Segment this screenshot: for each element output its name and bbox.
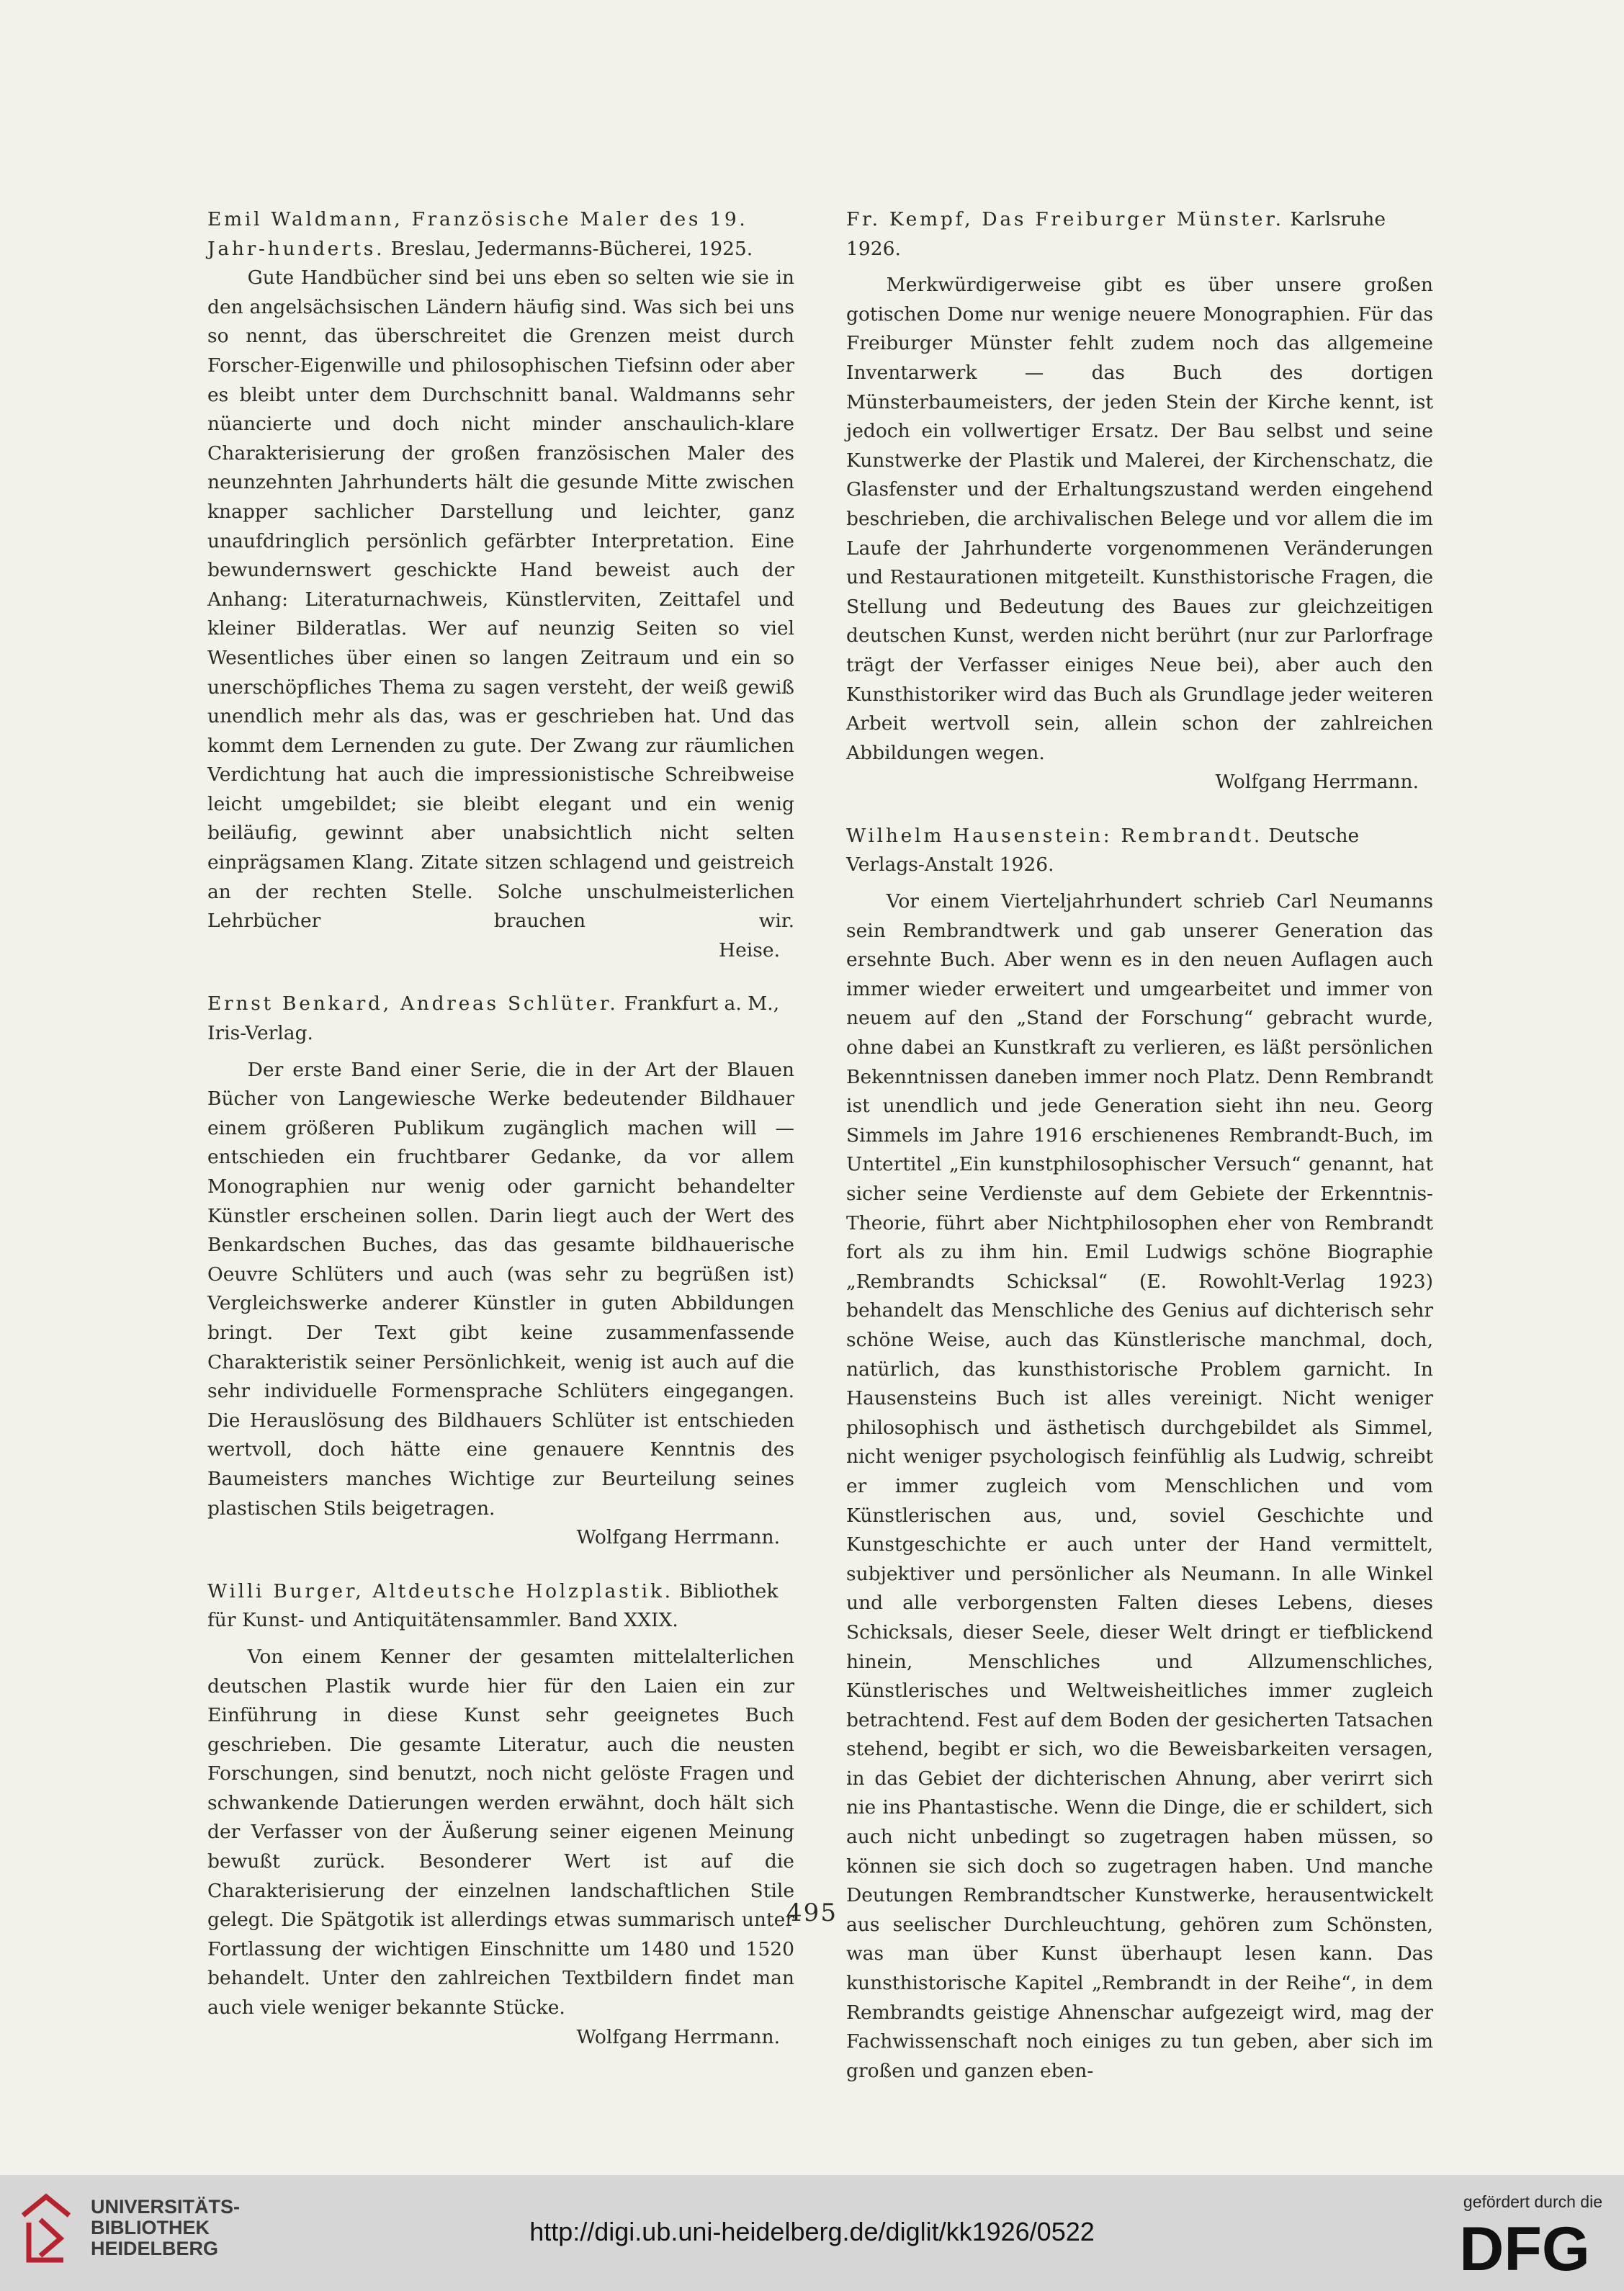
- review-text: Der erste Band einer Serie, die in der Art der Blauen Bücher von Langewiesche Werke bedeutender Bildhauer einem größeren Publikum zugänglich machen will — entschieden ein fruchtbarer Gedanke, da vor allem Monographien nur wenig oder garnicht behandelter Künstler erscheinen sollen. Darin liegt auch der Wert des Benkardschen Buches, das das gesamte bildhauerische Oeuvre Schlüters und auch (was sehr zu begrüßen ist) Vergleichswerke anderer Künstler in guten Abbildungen bringt. Der Text gibt keine zusammenfassende Charakteristik seiner Persönlichkeit, wenig ist auch auf die sehr individuelle Formensprache Schlüters eingegangen. Die Herauslösung des Bildhauers Schlüter ist entschieden wertvoll, doch hätte eine genauere Kenntnis des Baumeisters manches Wichtige zur Beurteilung seines plastischen Stils beigetragen.: [207, 1058, 794, 1520]
- review-signature: Wolfgang Herrmann.: [1215, 771, 1419, 794]
- dfg-logo-text: DFG: [1459, 2220, 1590, 2276]
- review-publication-info: Frankfurt a. M., Iris-Verlag.: [207, 992, 780, 1045]
- review-text: Von einem Kenner der gesamten mittelalterlichen deutschen Plastik wurde hier für den Laien ein zur Einführung in diese Kunst sehr geeignetes Buch geschrieben. Die gesamte Literatur, auch die neusten Forschungen, sind benutzt, noch nicht gelöste Fragen und schwankende Datierungen werden erwähnt, doch hält sich der Verfasser von der Äußerung seiner eigenen Meinung bewußt zurück. Besonderer Wert ist auf die Charakterisierung der einzelnen landschaftlichen Stile gelegt. Die Spätgotik ist allerdings etwas summarisch unter Fortlassung der wichtigen Einschnitte um 1480 und 1520 behandelt. Unter den zahlreichen Textbildern findet man auch viele weniger bekannte Stücke.: [207, 1645, 794, 2019]
- review-author-title: Fr. Kempf, Das Freiburger Münster.: [846, 208, 1284, 230]
- review-text: Merkwürdigerweise gibt es über unsere großen gotischen Dome nur wenige neuere Monographien. Für das Freiburger Münster fehlt zudem noch das allgemeine Inventarwerk — das Buch des dortigen Münsterbaumeisters, der jeden Stein der Kirche kennt, ist jedoch ein vollwertiger Ersatz. Der Bau selbst und seine Kunstwerke der Plastik und Malerei, der Kirchenschatz, die Glasfenster und der Erhaltungszustand werden eingehend beschrieben, die archivalischen Belege und vor allem die im Laufe der Jahrhunderte vorgenommenen Veränderungen und Restaurationen mitgeteilt. Kunsthistorische Fragen, die Stellung und Bedeutung des Baues zur gleichzeitigen deutschen Kunst, werden nicht berührt (nur zur Parlorfrage trägt der Verfasser einiges Neue bei), aber auch den Kunsthistoriker wird das Buch als Grundlage jeder weiteren Arbeit wertvoll sein, allein schon der zahlreichen Abbildungen wegen.: [846, 274, 1433, 764]
- review-publication-info: Deutsche Verlags-Anstalt 1926.: [846, 824, 1360, 877]
- funding-note: gefördert durch die: [1463, 2192, 1602, 2211]
- review-header: [846, 822, 1433, 880]
- review-header: [207, 990, 794, 1048]
- review-header: [846, 205, 1433, 264]
- review-header: [207, 1577, 794, 1636]
- library-name[interactable]: UNIVERSITÄTS- BIBLIOTHEK HEIDELBERG: [91, 2196, 241, 2259]
- review-author-title: Emil Waldmann, Französische Maler des 19. Jahr-hunderts.: [207, 208, 748, 260]
- review-signature: Wolfgang Herrmann.: [576, 2025, 780, 2048]
- review-author-title: Wilhelm Hausenstein: Rembrandt.: [846, 824, 1262, 847]
- review-signature: Heise.: [719, 938, 780, 961]
- review-author-title: Willi Burger, Altdeutsche Holzplastik.: [207, 1579, 673, 1602]
- review-text: Gute Handbücher sind bei uns eben so selten wie sie in den angelsächsischen Ländern häufig sind. Was sich bei uns so nennt, das überschreitet die Grenzen meist durch Forscher-Eigenwille und philosophischen Tiefsinn oder aber es bleibt unter dem Durchschnitt banal. Waldmanns sehr nüancierte und doch nicht minder anschaulich-klare Charakterisierung der großen französischen Maler des neunzehnten Jahrhunderts hält die gesunde Mitte zwischen knapper sachlicher Darstellung und leichter, ganz unaufdringlich persönlich gefärbter Interpretation. Eine bewundernswert geschickte Hand beweist auch der Anhang: Literaturnachweis, Künstlerviten, Zeittafel und kleiner Bilderatlas. Wer auf neunzig Seiten so viel Wesentliches über einen so langen Zeitraum und ein so unerschöpfliches Thema zu sagen versteht, der weiß gewiß unendlich mehr als das, was er geschrieben hat. Und das kommt dem Lernenden zu gute. Der Zwang zur räumlichen Verdichtung hat auch die impressionistische Schreibweise leicht umgebildet; sie bleibt elegant und ein wenig beiläufig, gewinnt aber unabsichtlich nicht selten einprägsamen Klang. Zitate sitzen schlagend und geistreich an der rechten Stelle. Solche unschulmeisterlichen Lehrbücher brauchen wir.: [207, 266, 794, 933]
- review-signature: Wolfgang Herrmann.: [576, 1526, 780, 1549]
- review-header: [207, 205, 794, 264]
- review-publication-info: Karlsruhe 1926.: [846, 208, 1386, 260]
- page-number: 495: [786, 1898, 838, 1927]
- review-author-title: Ernst Benkard, Andreas Schlüter.: [207, 992, 619, 1016]
- dfg-logo-icon[interactable]: [1445, 2220, 1604, 2276]
- viewer-footer: [0, 2175, 1624, 2291]
- permalink-url[interactable]: http://digi.ub.uni-heidelberg.de/diglit/kk1926/0522: [529, 2217, 1095, 2246]
- review-text: Vor einem Vierteljahrhundert schrieb Carl Neumanns sein Rembrandtwerk und gab unserer Generation das ersehnte Buch. Aber wenn es in den neuen Auflagen auch immer wieder erweitert und umgearbeitet und immer von neuem auf den „Stand der Forschung“ gebracht wurde, ohne dabei an Kunstkraft zu verlieren, es läßt persönlichen Bekenntnissen daneben immer noch Platz. Denn Rembrandt ist unendlich und jede Generation sieht ihn neu. Georg Simmels im Jahre 1916 erschienenes Rembrandt-Buch, im Untertitel „Ein kunstphilosophischer Versuch“ genannt, hat sicher seine Verdienste auf dem Gebiete der Erkenntnis-Theorie, führt aber Nichtphilosophen eher von Rembrandt fort als zu ihm hin. Emil Ludwigs schöne Biographie „Rembrandts Schicksal“ (E. Rowohlt-Verlag 1923) behandelt das Menschliche des Genius auf dichterisch sehr schöne Weise, auch das Künstlerische manchmal, doch, natürlich, das kunsthistorische Problem garnicht. In Hausensteins Buch ist alles vereinigt. Nicht weniger philosophisch und ästhetisch durchgebildet als Simmel, nicht weniger psychologisch feinfühlig als Ludwig, schreibt er immer zugleich vom Menschlichen und vom Künstlerischen aus, und, soviel Geschichte und Kunstgeschichte er auch unter der Hand vermittelt, subjektiver und persönlicher als Neumann. In alle Winkel und alle verborgensten Falten dieses Lebens, dieses Schicksals, dieser Seele, dieser Welt dringt er tiefblickend hinein, Menschliches und Allzumenschliches, Künstlerisches und Weltweisheitliches immer zugleich betrachtend. Fest auf dem Boden der gesicherten Tatsachen stehend, begibt er sich, wo die Beweisbarkeiten versagen, in das Gebiet der dichterischen Ahnung, aber verirrt sich nie ins Phantastische. Wenn die Dinge, die er schildert, sich auch nicht unbedingt so zugetragen haben müssen, so können sie sich doch so zugetragen haben. Und manche Deutungen Rembrandtscher Kunstwerke, herausentwickelt aus seelischer Durchleuchtung, gehören zum Schönsten, was man über Kunst überhaupt lesen kann. Das kunsthistorische Kapitel „Rembrandt in der Reihe“, in dem Rembrandts geistige Ahnenschar aufgezeigt wird, mag der Fachwissenschaft noch einiges zu tun geben, aber sich im großen und ganzen eben-: [846, 890, 1433, 2082]
- right-column: [846, 205, 1433, 2086]
- left-column: [207, 205, 794, 2052]
- review-publication-info: Bibliothek für Kunst- und Antiquitätensammler. Band XXIX.: [207, 1579, 779, 1632]
- review-publication-info: Breslau, Jedermanns-Bücherei, 1925.: [385, 237, 753, 260]
